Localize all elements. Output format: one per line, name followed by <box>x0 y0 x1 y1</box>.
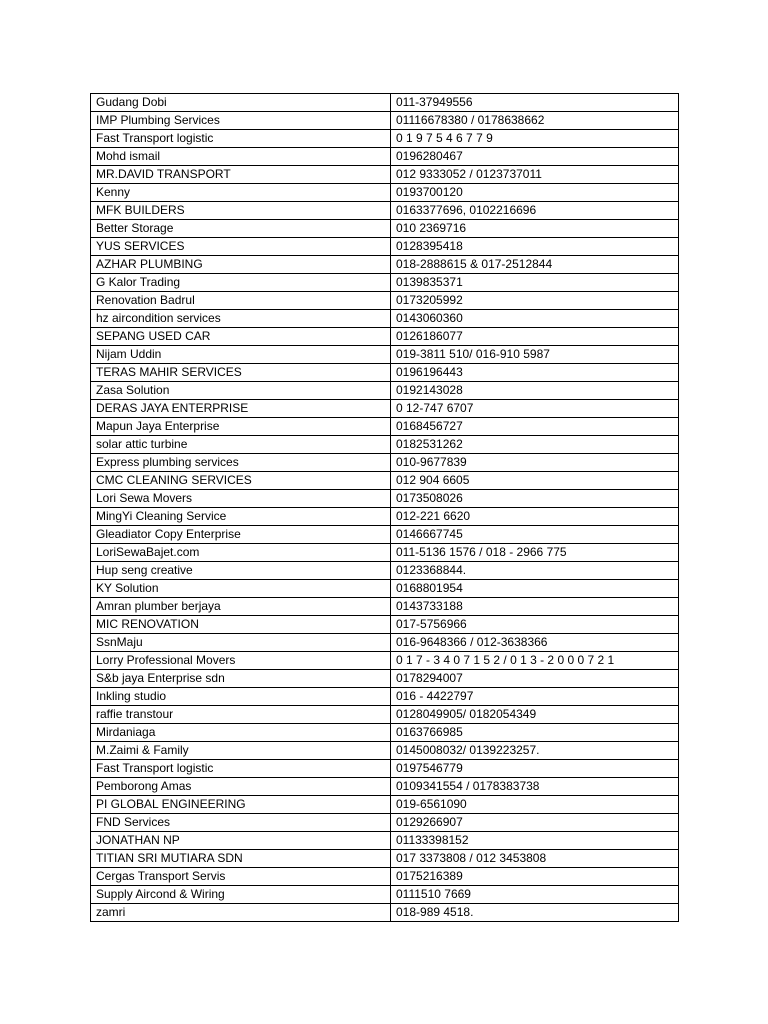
contact-phone-cell: 018-2888615 & 017-2512844 <box>391 256 679 274</box>
contact-name-cell: hz aircondition services <box>91 310 391 328</box>
table-row <box>91 508 679 526</box>
table-row <box>91 220 679 238</box>
table-row <box>91 364 679 382</box>
contact-phone-cell: 0182531262 <box>391 436 679 454</box>
table-row <box>91 112 679 130</box>
contact-phone-cell: 012 9333052 / 0123737011 <box>391 166 679 184</box>
table-row <box>91 382 679 400</box>
contact-phone-cell: 0145008032/ 0139223257. <box>391 742 679 760</box>
contact-phone-cell: 0193700120 <box>391 184 679 202</box>
table-row <box>91 670 679 688</box>
contact-name-cell: Pemborong Amas <box>91 778 391 796</box>
contact-phone-cell: 017 3373808 / 012 3453808 <box>391 850 679 868</box>
contact-name-cell: IMP Plumbing Services <box>91 112 391 130</box>
contact-name-cell: Inkling studio <box>91 688 391 706</box>
contact-name-cell: CMC CLEANING SERVICES <box>91 472 391 490</box>
contact-name-cell: Fast Transport logistic <box>91 130 391 148</box>
contact-phone-cell: 01116678380 / 0178638662 <box>391 112 679 130</box>
table-row <box>91 202 679 220</box>
table-row <box>91 814 679 832</box>
contact-phone-cell: 018-989 4518. <box>391 904 679 922</box>
contact-name-cell: solar attic turbine <box>91 436 391 454</box>
table-row <box>91 724 679 742</box>
contact-phone-cell: 016-9648366 / 012-3638366 <box>391 634 679 652</box>
contact-name-cell: TERAS MAHIR SERVICES <box>91 364 391 382</box>
contact-name-cell: YUS SERVICES <box>91 238 391 256</box>
contacts-table <box>90 93 679 922</box>
contact-name-cell: Cergas Transport Servis <box>91 868 391 886</box>
contact-name-cell: Hup seng creative <box>91 562 391 580</box>
table-row <box>91 346 679 364</box>
contact-phone-cell: 0168456727 <box>391 418 679 436</box>
contact-phone-cell: 0123368844. <box>391 562 679 580</box>
table-row <box>91 526 679 544</box>
contact-name-cell: Nijam Uddin <box>91 346 391 364</box>
table-row <box>91 742 679 760</box>
contact-name-cell: Supply Aircond & Wiring <box>91 886 391 904</box>
contact-name-cell: zamri <box>91 904 391 922</box>
contact-name-cell: Lorry Professional Movers <box>91 652 391 670</box>
contact-phone-cell: 016 - 4422797 <box>391 688 679 706</box>
contacts-table-body <box>91 94 679 922</box>
contact-name-cell: raffie transtour <box>91 706 391 724</box>
table-row <box>91 706 679 724</box>
contact-name-cell: MIC RENOVATION <box>91 616 391 634</box>
contact-phone-cell: 0175216389 <box>391 868 679 886</box>
contact-name-cell: G Kalor Trading <box>91 274 391 292</box>
contact-phone-cell: 0146667745 <box>391 526 679 544</box>
contact-phone-cell: 0 12-747 6707 <box>391 400 679 418</box>
table-row <box>91 274 679 292</box>
contact-name-cell: Better Storage <box>91 220 391 238</box>
table-row <box>91 850 679 868</box>
table-row <box>91 580 679 598</box>
table-row <box>91 634 679 652</box>
contact-phone-cell: 0139835371 <box>391 274 679 292</box>
contact-phone-cell: 011-5136 1576 / 018 - 2966 775 <box>391 544 679 562</box>
table-row <box>91 454 679 472</box>
contact-name-cell: Lori Sewa Movers <box>91 490 391 508</box>
table-row <box>91 130 679 148</box>
table-row <box>91 418 679 436</box>
table-row <box>91 904 679 922</box>
table-row <box>91 472 679 490</box>
contact-phone-cell: 0128395418 <box>391 238 679 256</box>
table-row <box>91 760 679 778</box>
contact-phone-cell: 017-5756966 <box>391 616 679 634</box>
contact-name-cell: SsnMaju <box>91 634 391 652</box>
table-row <box>91 436 679 454</box>
contact-name-cell: MR.DAVID TRANSPORT <box>91 166 391 184</box>
contact-name-cell: Mohd ismail <box>91 148 391 166</box>
contact-phone-cell: 0173205992 <box>391 292 679 310</box>
contact-name-cell: JONATHAN NP <box>91 832 391 850</box>
contact-phone-cell: 0197546779 <box>391 760 679 778</box>
table-row <box>91 688 679 706</box>
table-row <box>91 616 679 634</box>
contact-name-cell: Renovation Badrul <box>91 292 391 310</box>
contact-phone-cell: 0143733188 <box>391 598 679 616</box>
contact-name-cell: SEPANG USED CAR <box>91 328 391 346</box>
table-row <box>91 868 679 886</box>
contact-phone-cell: 011-37949556 <box>391 94 679 112</box>
contact-phone-cell: 0 1 7 - 3 4 0 7 1 5 2 / 0 1 3 - 2 0 0 0 7 2 1 <box>391 652 679 670</box>
contact-phone-cell: 0126186077 <box>391 328 679 346</box>
contact-phone-cell: 0168801954 <box>391 580 679 598</box>
contact-phone-cell: 0129266907 <box>391 814 679 832</box>
contact-name-cell: FND Services <box>91 814 391 832</box>
contact-name-cell: Mapun Jaya Enterprise <box>91 418 391 436</box>
contact-name-cell: Gudang Dobi <box>91 94 391 112</box>
contact-name-cell: DERAS JAYA ENTERPRISE <box>91 400 391 418</box>
contact-phone-cell: 0 1 9 7 5 4 6 7 7 9 <box>391 130 679 148</box>
contact-name-cell: AZHAR PLUMBING <box>91 256 391 274</box>
contact-name-cell: TITIAN SRI MUTIARA SDN <box>91 850 391 868</box>
contact-phone-cell: 0173508026 <box>391 490 679 508</box>
contact-name-cell: LoriSewaBajet.com <box>91 544 391 562</box>
contact-phone-cell: 0128049905/ 0182054349 <box>391 706 679 724</box>
table-row <box>91 148 679 166</box>
table-row <box>91 256 679 274</box>
contact-name-cell: Fast Transport logistic <box>91 760 391 778</box>
table-row <box>91 778 679 796</box>
contact-phone-cell: 01133398152 <box>391 832 679 850</box>
table-row <box>91 184 679 202</box>
table-row <box>91 598 679 616</box>
table-row <box>91 328 679 346</box>
contact-phone-cell: 0111510 7669 <box>391 886 679 904</box>
table-row <box>91 310 679 328</box>
contact-phone-cell: 0163766985 <box>391 724 679 742</box>
contact-name-cell: M.Zaimi & Family <box>91 742 391 760</box>
contact-name-cell: S&b jaya Enterprise sdn <box>91 670 391 688</box>
contact-phone-cell: 0178294007 <box>391 670 679 688</box>
table-row <box>91 292 679 310</box>
contact-phone-cell: 0163377696, 0102216696 <box>391 202 679 220</box>
table-row <box>91 544 679 562</box>
contact-name-cell: Amran plumber berjaya <box>91 598 391 616</box>
contact-phone-cell: 0192143028 <box>391 382 679 400</box>
contact-phone-cell: 019-3811 510/ 016-910 5987 <box>391 346 679 364</box>
table-row <box>91 94 679 112</box>
contact-name-cell: Zasa Solution <box>91 382 391 400</box>
contact-phone-cell: 0196196443 <box>391 364 679 382</box>
contact-name-cell: MingYi Cleaning Service <box>91 508 391 526</box>
contact-name-cell: PI GLOBAL ENGINEERING <box>91 796 391 814</box>
table-row <box>91 562 679 580</box>
contact-phone-cell: 010 2369716 <box>391 220 679 238</box>
contact-name-cell: Express plumbing services <box>91 454 391 472</box>
contact-phone-cell: 019-6561090 <box>391 796 679 814</box>
contact-name-cell: MFK BUILDERS <box>91 202 391 220</box>
table-row <box>91 238 679 256</box>
contact-name-cell: Kenny <box>91 184 391 202</box>
contact-phone-cell: 012-221 6620 <box>391 508 679 526</box>
contact-phone-cell: 0143060360 <box>391 310 679 328</box>
table-row <box>91 400 679 418</box>
contact-phone-cell: 0196280467 <box>391 148 679 166</box>
table-row <box>91 832 679 850</box>
table-row <box>91 886 679 904</box>
contact-name-cell: Gleadiator Copy Enterprise <box>91 526 391 544</box>
contact-phone-cell: 012 904 6605 <box>391 472 679 490</box>
contact-phone-cell: 010-9677839 <box>391 454 679 472</box>
table-row <box>91 490 679 508</box>
contact-name-cell: KY Solution <box>91 580 391 598</box>
table-row <box>91 166 679 184</box>
table-row <box>91 652 679 670</box>
contact-name-cell: Mirdaniaga <box>91 724 391 742</box>
table-row <box>91 796 679 814</box>
contact-phone-cell: 0109341554 / 0178383738 <box>391 778 679 796</box>
